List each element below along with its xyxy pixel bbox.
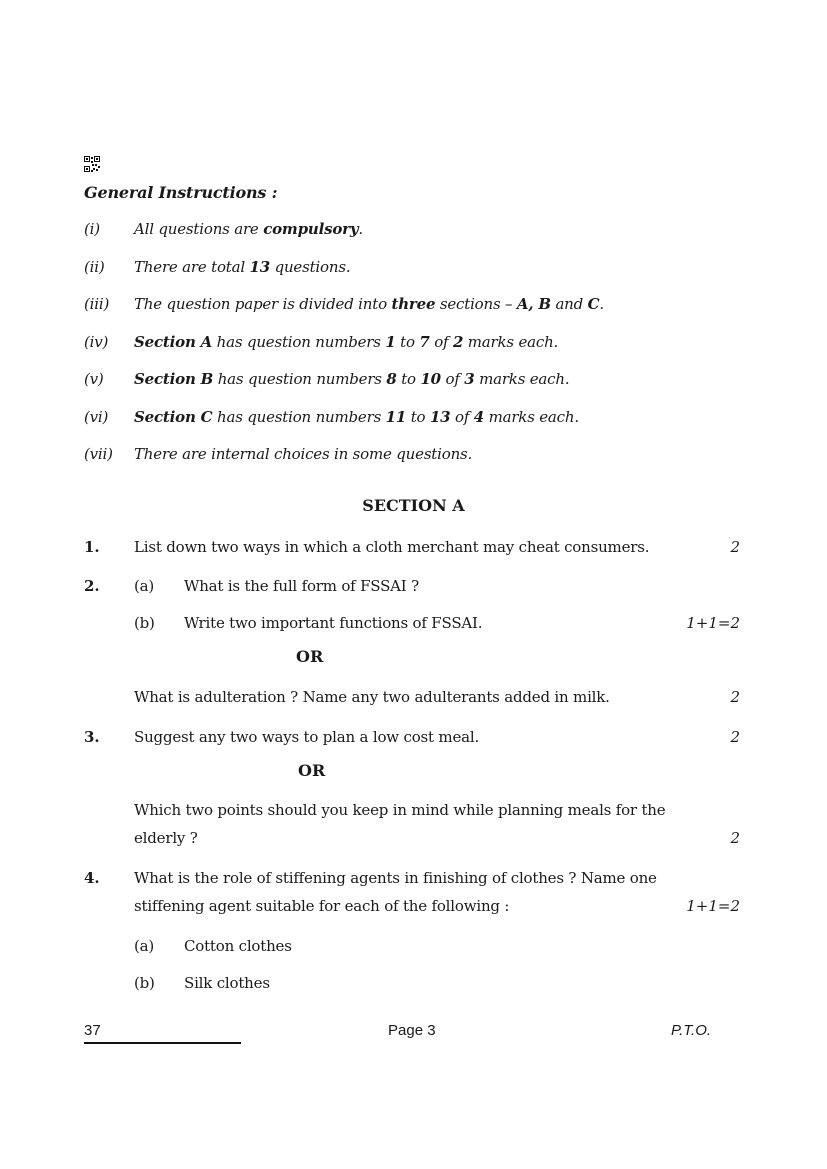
question-text: elderly ?: [134, 829, 198, 847]
subpart-text: What is the full form of FSSAI ?: [184, 577, 419, 595]
qr-code-icon: [84, 156, 100, 172]
question-number: 4.: [84, 869, 100, 887]
instruction-number: (v): [84, 370, 104, 388]
question-text: What is adulteration ? Name any two adulterants added in milk.: [134, 688, 610, 706]
section-title: SECTION A: [362, 496, 465, 515]
subpart-text: Cotton clothes: [184, 937, 292, 955]
instruction-number: (vi): [84, 408, 109, 426]
instruction-number: (ii): [84, 258, 105, 276]
question-number: 1.: [84, 538, 100, 556]
instruction-text: Section C has question numbers 11 to 13 of 4 marks each.: [134, 408, 579, 426]
marks-label: 2: [730, 688, 740, 706]
instruction-number: (vii): [84, 445, 113, 463]
instruction-number: (iii): [84, 295, 110, 313]
instruction-text: All questions are compulsory.: [134, 220, 363, 238]
paper-code: 37: [84, 1022, 101, 1039]
or-divider: OR: [298, 761, 326, 780]
pto-label: P.T.O.: [671, 1022, 712, 1039]
marks-label: 1+1=2: [686, 897, 740, 915]
subpart-label: (b): [134, 614, 155, 632]
subpart-label: (b): [134, 974, 155, 992]
subpart-label: (a): [134, 577, 155, 595]
instruction-number: (i): [84, 220, 100, 238]
marks-label: 2: [730, 728, 740, 746]
instruction-text: Section A has question numbers 1 to 7 of 2 marks each.: [134, 333, 559, 351]
subpart-label: (a): [134, 937, 155, 955]
question-text: stiffening agent suitable for each of the following :: [134, 897, 510, 915]
instruction-text: The question paper is divided into three sections – A, B and C.: [134, 295, 604, 313]
question-text: Which two points should you keep in mind while planning meals for the: [134, 801, 666, 819]
marks-label: 2: [730, 829, 740, 847]
or-divider: OR: [296, 647, 324, 666]
instruction-text: There are internal choices in some questions.: [134, 445, 473, 463]
marks-label: 1+1=2: [686, 614, 740, 632]
question-text: Suggest any two ways to plan a low cost meal.: [134, 728, 480, 746]
footer-rule: [84, 1042, 241, 1044]
instructions-heading: General Instructions :: [84, 183, 278, 202]
question-text: What is the role of stiffening agents in finishing of clothes ? Name one: [134, 869, 657, 887]
marks-label: 2: [730, 538, 740, 556]
question-number: 2.: [84, 577, 100, 595]
page-number: Page 3: [388, 1022, 436, 1039]
instruction-text: Section B has question numbers 8 to 10 of 3 marks each.: [134, 370, 570, 388]
subpart-text: Write two important functions of FSSAI.: [184, 614, 483, 632]
question-number: 3.: [84, 728, 100, 746]
instruction-number: (iv): [84, 333, 109, 351]
subpart-text: Silk clothes: [184, 974, 270, 992]
instruction-text: There are total 13 questions.: [134, 258, 351, 276]
question-text: List down two ways in which a cloth merchant may cheat consumers.: [134, 538, 650, 556]
